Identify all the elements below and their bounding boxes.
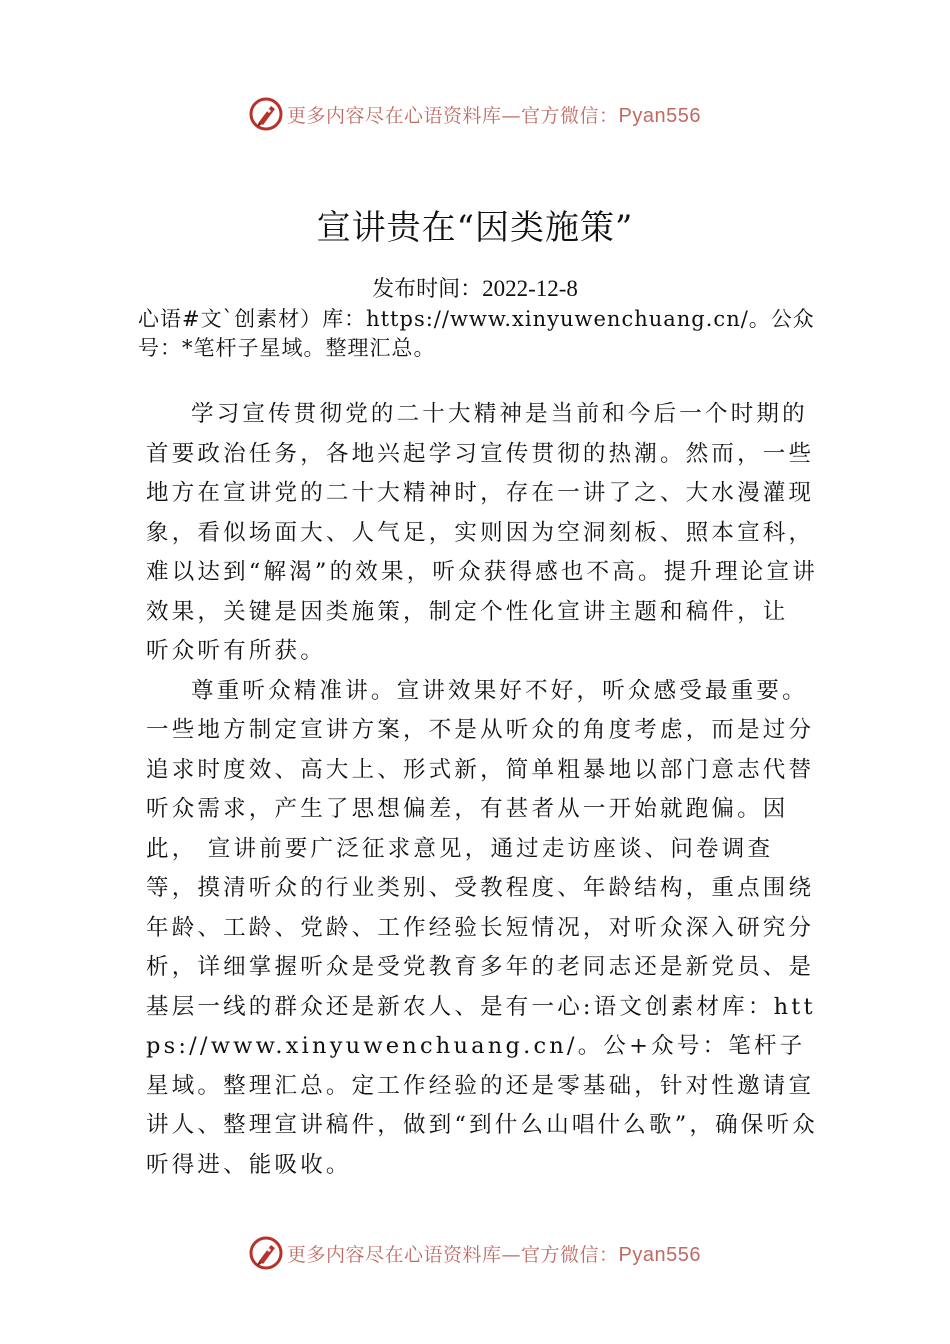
pen-nib-logo-icon [249, 97, 283, 131]
footer-banner [0, 1233, 950, 1273]
article-body [146, 395, 822, 1185]
wechat-id: Pyan556 [618, 1243, 701, 1266]
publish-label: 发布时间： [372, 277, 483, 302]
publish-date [0, 272, 950, 303]
banner-text: 更多内容尽在心语资料库—官方微信：Pyan556 [287, 1243, 701, 1266]
header-banner [0, 94, 950, 134]
wechat-id: Pyan556 [618, 104, 701, 127]
paragraph: 尊重听众精准讲。宣讲效果好不好，听众感受最重要。一些地方制定宣讲方案，不是从听众的角度考虑，而是过分追求时度效、高大上、形式新，简单粗暴地以部门意志代替听众需求，产生了思想偏差，有甚者从一开始就跑偏。因此， 宣讲前要广泛征求意见，通过走访座谈、问卷调查等，摸清听众的行业类别、受教程度、年龄结构，重点围绕年龄、工龄、党龄、工作经验长短情况，对听众深入研究分析，详细掌握听众是受党教育多年的老同志还是新党员、是基层一线的群众还是新农人、是有一心:语文创素材库：https://www.xinyuwenchuang.cn/。公+众号：笔杆子星域。整理汇总。定工作经验的还是零基础，针对性邀请宣讲人、整理宣讲稿件，做到“到什么山唱什么歌”，确保听众听得进、能吸收。 [146, 677, 818, 1178]
source-line: 心语#文`创素材）库：https://www.xinyuwenchuang.cn/。公众号：*笔杆子星域。整理汇总。 [138, 307, 815, 360]
paragraph: 学习宣传贯彻党的二十大精神是当前和今后一个时期的首要政治任务，各地兴起学习宣传贯彻的热潮。然而，一些地方在宣讲党的二十大精神时，存在一讲了之、大水漫灌现象，看似场面大、人气足，实则因为空洞刻板、照本宣科，难以达到“解渴”的效果，听众获得感也不高。提升理论宣讲效果，关键是因类施策，制定个性化宣讲主题和稿件，让 听众听有所获。 [146, 401, 818, 664]
pen-nib-logo-icon [249, 1236, 283, 1270]
banner-text: 更多内容尽在心语资料库—官方微信：Pyan556 [287, 104, 701, 127]
article-title: 宣讲贵在“因类施策” [316, 208, 634, 248]
publish-date-value: 2022-12-8 [482, 276, 578, 301]
